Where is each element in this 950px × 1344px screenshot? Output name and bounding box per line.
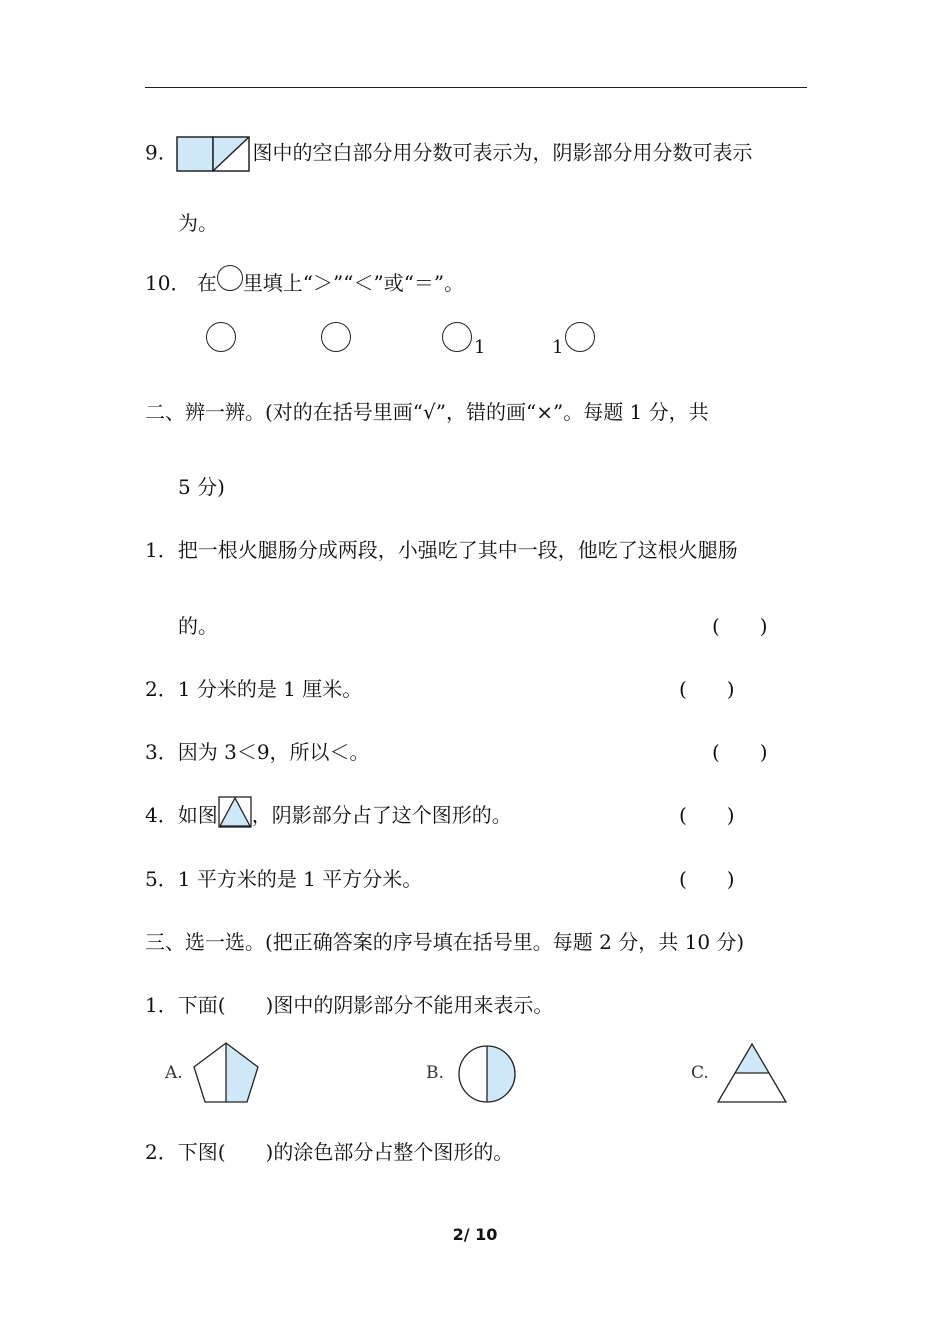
pentagon-figure[interactable] [192, 1041, 262, 1105]
section-2-title: 二、辨一辨。(对的在括号里画“√”，错的画“×”。每题 1 分，共 [145, 400, 709, 424]
item-number: 5． [145, 867, 178, 891]
item-suffix: ，阴影部分占了这个图形的。 [251, 803, 512, 827]
answer-paren-1[interactable]: ( ) [712, 614, 768, 638]
question-number: 10． [145, 271, 191, 295]
half-circle-figure[interactable] [457, 1044, 519, 1104]
option-c-label[interactable]: C. [691, 1063, 709, 1083]
page-number: 2/ 10 [452, 1225, 498, 1244]
section-2-title-continuation: 5 分) [178, 475, 225, 499]
item-text: 1 平方米的是 1 平方分米。 [177, 867, 423, 891]
item-number: 2． [145, 677, 178, 701]
option-a-label[interactable]: A. [165, 1063, 183, 1083]
question-number: 9. [145, 140, 165, 165]
section-3-title: 三、选一选。(把正确答案的序号填在括号里。每题 2 分，共 10 分) [145, 930, 745, 954]
triangle-figure[interactable] [716, 1042, 788, 1104]
item-number: 1． [145, 538, 178, 562]
compare-right-value: 1 [474, 337, 486, 358]
item-number: 2． [145, 1140, 178, 1164]
item-number: 4． [145, 803, 178, 827]
judge-item-2 [145, 677, 362, 701]
item-text: 因为 3＜9，所以＜。 [177, 740, 370, 764]
compare-circle-1[interactable] [206, 322, 236, 352]
judge-item-4 [145, 803, 512, 828]
question-suffix: 里填上“＞”“＜”或“＝”。 [242, 271, 465, 295]
question-prefix: 在 [196, 271, 217, 295]
choice-item-2 [145, 1140, 513, 1164]
split-rectangle-figure [176, 136, 250, 172]
judge-item-3 [145, 740, 370, 764]
answer-paren-3[interactable]: ( ) [712, 740, 768, 764]
item-text: 1 分米的是 1 厘米。 [177, 677, 363, 701]
item-number: 3． [145, 740, 178, 764]
choice-item-1 [145, 993, 553, 1017]
question-text: 图中的空白部分用分数可表示为，阴影部分用分数可表示 [252, 140, 753, 165]
compare-circle-3[interactable] [442, 322, 472, 352]
question-10 [145, 271, 464, 295]
option-b-label[interactable]: B. [426, 1063, 444, 1083]
item-number: 1． [145, 993, 178, 1017]
answer-paren-4[interactable]: ( ) [679, 803, 735, 827]
question-9 [145, 136, 752, 172]
question-9-continuation: 为。 [178, 211, 218, 235]
judge-item-5 [145, 867, 422, 891]
answer-paren-5[interactable]: ( ) [679, 867, 735, 891]
item-text: 把一根火腿肠分成两段，小强吃了其中一段，他吃了这根火腿肠 [177, 538, 738, 562]
blank-circle-icon [217, 265, 243, 291]
judge-item-1 [145, 538, 738, 562]
compare-left-value: 1 [552, 337, 564, 358]
item-text: 下面( )图中的阴影部分不能用来表示。 [177, 993, 554, 1017]
compare-circle-2[interactable] [321, 322, 351, 352]
item-text: 下图( )的涂色部分占整个图形的。 [177, 1140, 514, 1164]
compare-circle-4[interactable] [565, 322, 595, 352]
triangle-in-square-figure [218, 796, 252, 828]
answer-paren-2[interactable]: ( ) [679, 677, 735, 701]
judge-item-1-continuation: 的。 [178, 614, 218, 638]
item-prefix: 如图 [177, 803, 218, 827]
header-rule [145, 87, 807, 88]
